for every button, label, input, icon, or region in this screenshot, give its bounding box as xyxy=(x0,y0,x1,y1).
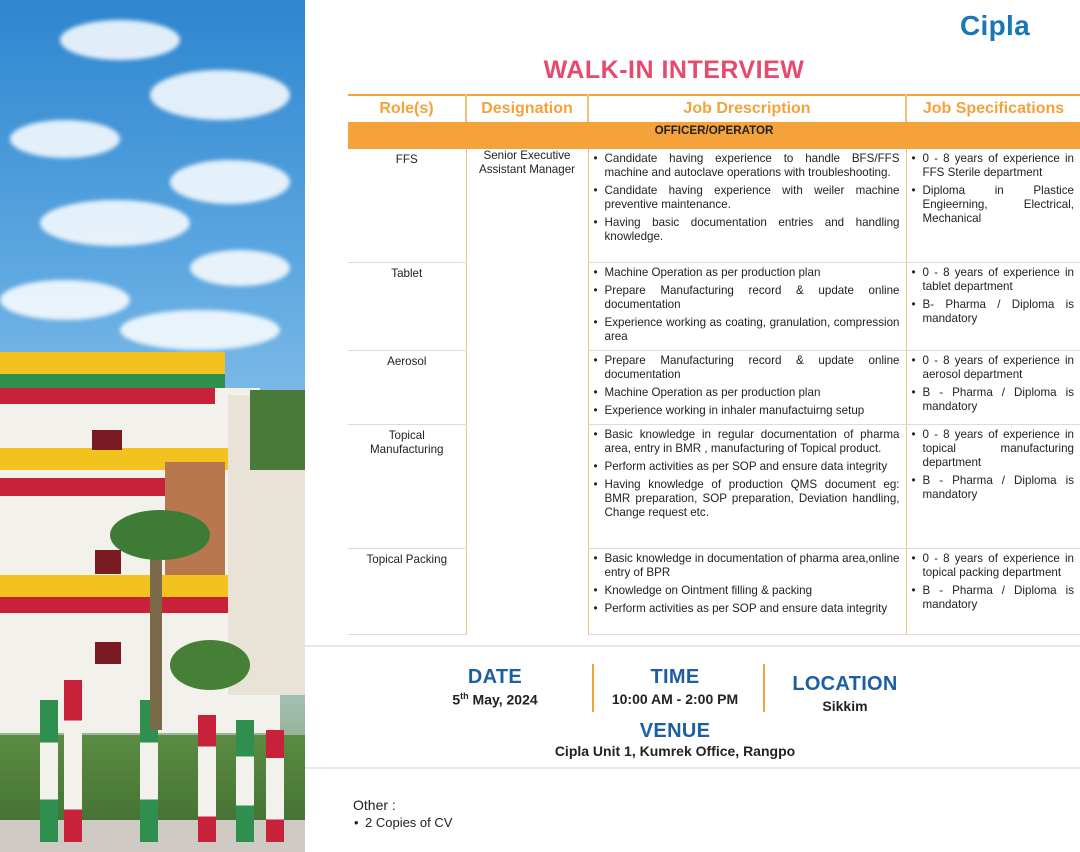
separator xyxy=(592,664,594,712)
date-day: 5 xyxy=(452,691,461,708)
list-item: • 0 - 8 years of experience in tablet department xyxy=(911,266,1075,294)
list-item: • B - Pharma / Diploma is mandatory xyxy=(911,584,1075,612)
role-cell: Aerosol xyxy=(348,350,466,424)
photo-notch xyxy=(305,95,327,139)
table-row xyxy=(348,350,1080,424)
list-item: • Machine Operation as per production plan xyxy=(593,386,900,400)
venue-block xyxy=(520,720,830,759)
other-requirements xyxy=(353,797,452,830)
page-title: WALK-IN INTERVIEW xyxy=(543,56,805,84)
list-item: • Prepare Manufacturing record & update online documentation xyxy=(593,354,900,382)
role-cell: FFS xyxy=(348,149,466,262)
designation-cell xyxy=(466,149,588,634)
role-cell: Topical Manufacturing xyxy=(348,424,466,548)
list-item: • 0 - 8 years of experience in FFS Sterile department xyxy=(911,152,1075,180)
table-row xyxy=(348,262,1080,350)
list-item: • Candidate having experience to handle BFS/FFS machine and autoclave operations with troubleshooting. xyxy=(593,152,900,180)
list-item: • 0 - 8 years of experience in topical packing department xyxy=(911,552,1075,580)
header-roles: Role(s) xyxy=(348,95,466,123)
date-value xyxy=(430,691,560,708)
specification-cell xyxy=(906,350,1080,424)
header-job-specifications: Job Specifications xyxy=(906,95,1080,123)
list-item: • Machine Operation as per production plan xyxy=(593,266,900,280)
date-block xyxy=(430,666,560,708)
designation-line: Senior Executive xyxy=(483,149,571,162)
table-row xyxy=(348,424,1080,548)
cipla-logo: Cipla xyxy=(960,10,1030,41)
divider xyxy=(305,645,1080,647)
list-item: • Perform activities as per SOP and ensure data integrity xyxy=(593,602,900,616)
time-title: TIME xyxy=(650,666,700,688)
list-item: • 0 - 8 years of experience in aerosol department xyxy=(911,354,1075,382)
description-cell xyxy=(588,149,906,262)
venue-title: VENUE xyxy=(639,720,711,742)
section-title: OFFICER/OPERATOR xyxy=(348,123,1080,149)
list-item: • B - Pharma / Diploma is mandatory xyxy=(911,474,1075,502)
designation-line: Assistant Manager xyxy=(478,163,576,176)
list-item: • Candidate having experience with weiler machine preventive maintenance. xyxy=(593,184,900,212)
list-item: • 0 - 8 years of experience in topical manufacturing department xyxy=(911,428,1075,470)
section-row xyxy=(348,123,1080,149)
role-cell: Topical Packing xyxy=(348,548,466,634)
specification-cell xyxy=(906,548,1080,634)
date-title: DATE xyxy=(467,666,523,688)
building-photo xyxy=(0,0,305,852)
other-title: Other : xyxy=(353,797,396,813)
location-value: Sikkim xyxy=(822,698,868,714)
description-cell xyxy=(588,262,906,350)
description-cell xyxy=(588,424,906,548)
time-value: 10:00 AM - 2:00 PM xyxy=(611,691,739,707)
jobs-table xyxy=(348,94,1080,635)
location-title: LOCATION xyxy=(792,673,898,695)
specification-cell xyxy=(906,424,1080,548)
description-cell xyxy=(588,548,906,634)
list-item: • Perform activities as per SOP and ensure data integrity xyxy=(593,460,900,474)
location-block xyxy=(780,673,910,714)
description-cell xyxy=(588,350,906,424)
list-item: • Having basic documentation entries and handling knowledge. xyxy=(593,216,900,244)
divider xyxy=(305,767,1080,769)
list-item: • 2 Copies of CV xyxy=(353,815,452,830)
list-item: • Basic knowledge in documentation of pharma area,online entry of BPR xyxy=(593,552,900,580)
list-item: • Experience working in inhaler manufactuirng setup xyxy=(593,404,900,418)
list-item: • Basic knowledge in regular documentation of pharma area, entry in BMR , manufacturing of Topical product. xyxy=(593,428,900,456)
header-designation: Designation xyxy=(466,95,588,123)
list-item: • B- Pharma / Diploma is mandatory xyxy=(911,298,1075,326)
specification-cell xyxy=(906,149,1080,262)
list-item: • Having knowledge of production QMS document eg: BMR preparation, SOP preparation, Deviation handling, Change request etc. xyxy=(593,478,900,520)
list-item: • Experience working as coating, granulation, compression area xyxy=(593,316,900,344)
list-item: • Prepare Manufacturing record & update online documentation xyxy=(593,284,900,312)
separator xyxy=(763,664,765,712)
specification-cell xyxy=(906,262,1080,350)
role-cell: Tablet xyxy=(348,262,466,350)
date-month-year: May, 2024 xyxy=(468,691,538,708)
table-row xyxy=(348,149,1080,262)
time-block xyxy=(600,666,750,707)
table-header-row xyxy=(348,95,1080,123)
venue-value: Cipla Unit 1, Kumrek Office, Rangpo xyxy=(554,743,796,759)
date-suffix: th xyxy=(460,691,469,701)
list-item: • Knowledge on Ointment filling & packing xyxy=(593,584,900,598)
list-item: • B - Pharma / Diploma is mandatory xyxy=(911,386,1075,414)
table-row xyxy=(348,548,1080,634)
list-item: • Diploma in Plastice Engieerning, Electrical, Mechanical xyxy=(911,184,1075,226)
header-job-description: Job Drescription xyxy=(588,95,906,123)
